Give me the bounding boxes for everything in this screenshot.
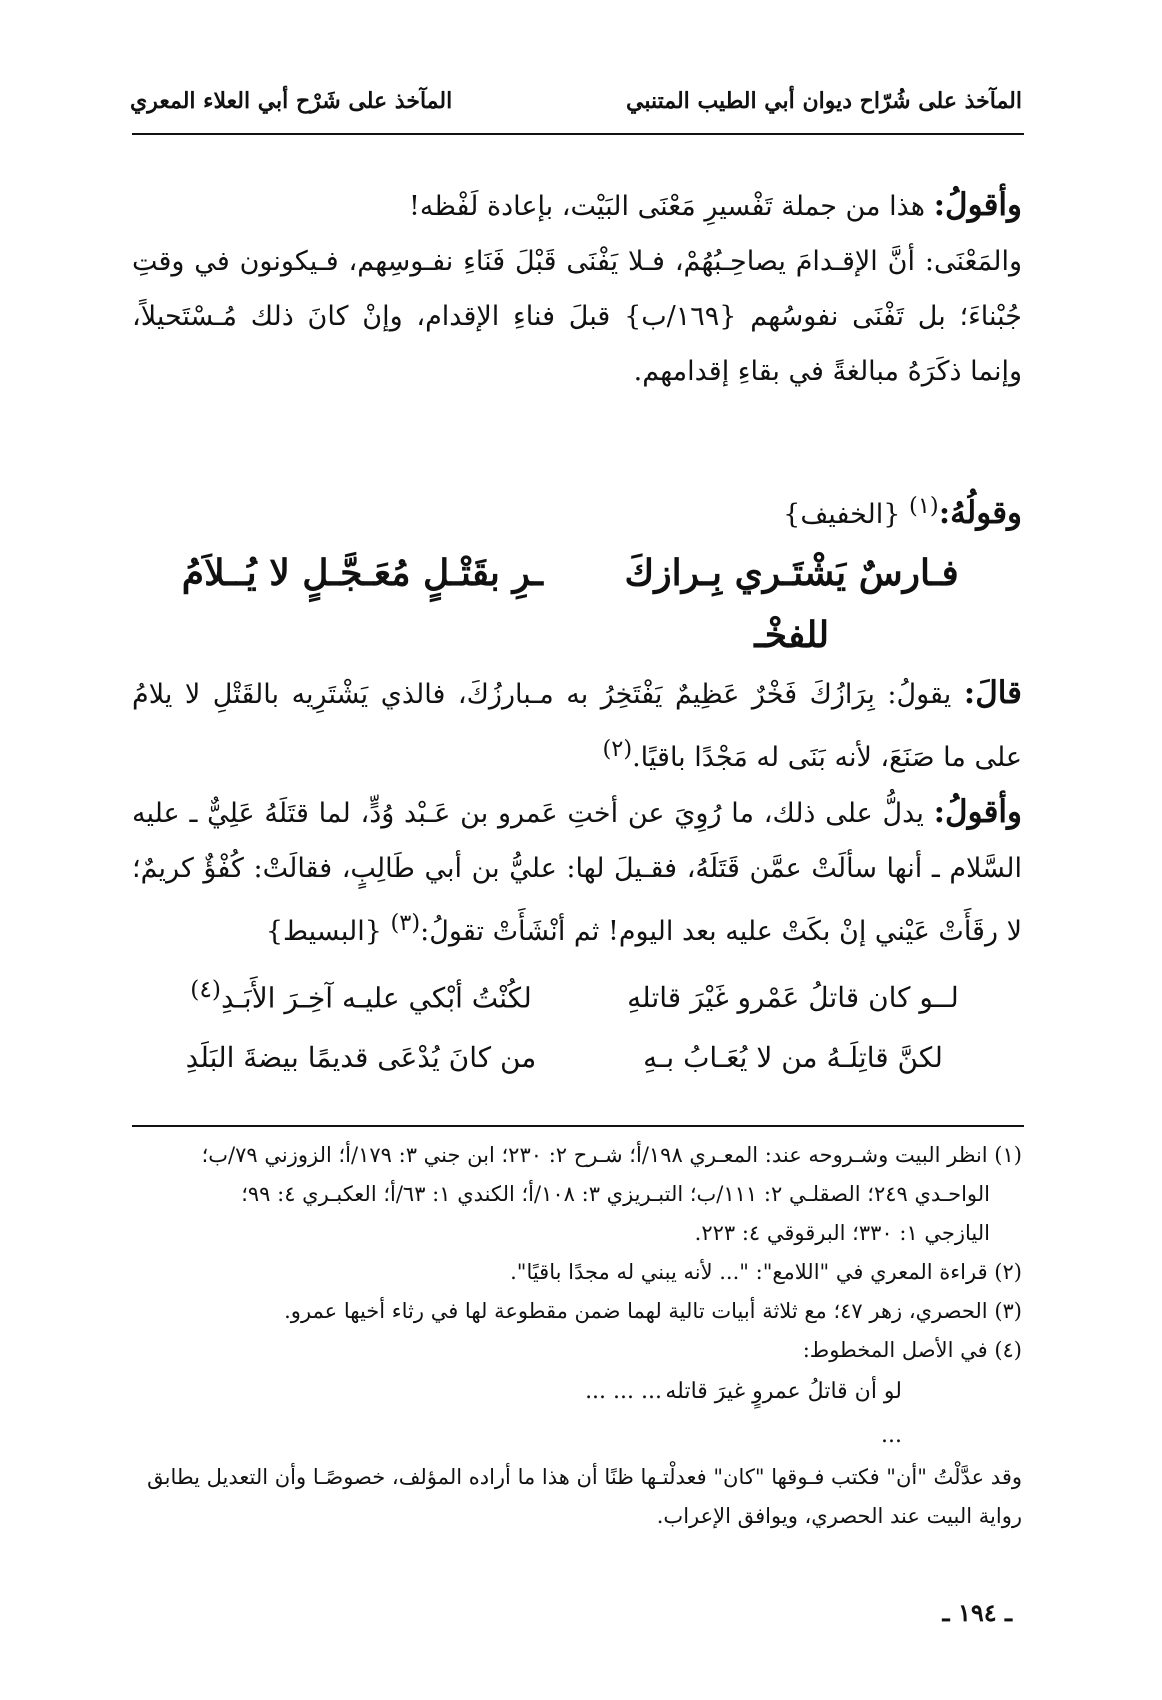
paragraph-3	[132, 666, 1022, 785]
footnote-4-verse-first: لو أن قاتلُ عمروٍ غيرَ قاتله ...	[665, 1379, 902, 1448]
footnote-2: (٢) قراءة المعري في "اللامع": "... لأنه يبني له مجدًا باقيًا".	[510, 1260, 1022, 1284]
verse-intro-lead: وقولُهُ:	[938, 495, 1022, 531]
paragraph-3-lead: قالَ:	[963, 675, 1022, 711]
footnote-1-line-2: الواحـدي ٢٤٩؛ الصقلـي ٢: ١١١/ب؛ التبـريزي ٣: ١٠٨/أ؛ الكندي ١: ٦٣/أ؛ العكبـري ٤: ٩٩؛	[241, 1182, 990, 1206]
paragraph-3-text: يقولُ: بِرَازُكَ فَخْرٌ عَظِيمٌ يَفْتَخِرُ به مـبارزُكَ، فالذي يَشْتَرِيه بالقَتْلِ لا يلامُ على ما صَنَعَ، لأنه بَنَى له مَجْدًا باقيًا.	[132, 679, 1022, 773]
verse-first-hemistich: فـارسٌ يَشْتَـري بِـرازكَ للفخْـ	[624, 552, 959, 656]
footnotes	[132, 1136, 1022, 1536]
verse-second-hemistich: ـرِ بقَتْـلٍ مُعَـجَّـلٍ لا يُــلاَمُ	[181, 552, 543, 594]
paragraph-2: والمَعْنَى: أنَّ الإقـدامَ يصاحِـبُهُمْ، فـلا يَفْنَى قَبْلَ فَنَاءِ نفـوسِهم، فـيكونون في وقتِ جُبْناءَ؛ بل تَفْنَى نفوسُهم {١٦٩/ب} قبلَ فناءِ الإقدام، وإنْ كانَ ذلك مُـسْتَحيلاً، وإنما ذكَرَهُ مبالغةً في بقاءِ إقدامهم.	[132, 246, 1022, 387]
section-gap	[132, 399, 1022, 479]
footnote-ref-3: (٣)	[390, 910, 421, 936]
poem-verse-main	[132, 542, 1022, 666]
paragraph-1	[132, 178, 1022, 234]
meter-name: {الخفيف}	[783, 499, 910, 530]
main-text	[132, 178, 1022, 1088]
verse-2-first-hemistich: لــو كان قاتلُ عَمْرو غَيْرَ قاتلهِ	[627, 981, 959, 1015]
footnote-rule	[132, 1125, 1024, 1127]
footnote-ref-2: (٢)	[602, 736, 633, 762]
footnote-1-line-3: اليازجي ١: ٣٣٠؛ البرقوقي ٤: ٢٢٣.	[694, 1221, 990, 1245]
poem-verse-2	[132, 959, 1022, 1028]
header-book-title: المآخذ على شُرّاح ديوان أبي الطيب المتنبي	[626, 88, 1022, 114]
footnote-ref-1: (١)	[909, 493, 939, 519]
paragraph-1-lead: وأقولُ:	[933, 187, 1022, 223]
footnote-4-verse-second: ... ... ...	[585, 1379, 662, 1404]
footnote-3: (٣) الحصري، زهر ٤٧؛ مع ثلاثة أبيات تالية لهما ضمن مقطوعة لها في رثاء أخيها عمرو.	[284, 1299, 1022, 1323]
header-rule	[132, 133, 1024, 135]
footnote-4-text-line-2: رواية البيت عند الحصري، ويوافق الإعراب.	[656, 1504, 1022, 1528]
paragraph-1-text: هذا من جملة تَفْسيرِ مَعْنَى البَيْت، بإعادة لَفْظه!	[409, 191, 934, 222]
verse-3-second-hemistich: من كانَ يُدْعَى قديمًا بيضةَ البَلَدِ	[185, 1041, 537, 1075]
paragraph-4-text: يدلُّ على ذلك، ما رُوِيَ عن أختِ عَمرو بن عَـبْد وُدٍّ، لما قتَلَهُ عَلِيٌّ ـ عليه السَّلام ـ أنها سألَتْ عمَّن قَتَلَهُ، فقـيلَ لها: عليُّ بن أبي طَالِبٍ، فقالَتْ: كُفْؤٌ كريمٌ؛ لا رقَأَتْ عَيْني إنْ بكَتْ عليه بعد اليوم! ثم أنْشَأَتْ تقولُ:	[132, 798, 1022, 947]
page-number: ـ ١٩٤ ـ	[942, 1598, 1012, 1627]
verse-2-second-hemistich-wrap	[177, 959, 545, 1028]
footnote-1-line-1: (١) انظر البيت وشـروحه عند: المعـري ١٩٨/أ؛ شـرح ٢: ٢٣٠؛ ابن جني ٣: ١٧٩/أ؛ الزوزني ٧٩/ب؛	[201, 1143, 1022, 1167]
meter-name-2: {البسيط}	[265, 916, 391, 947]
footnote-ref-4: (٤)	[190, 975, 221, 1003]
verse-2-second-hemistich: لكُنْتُ أبْكي عليـه آخِـرَ الأَبَـدِ	[221, 981, 532, 1015]
verse-3-first-hemistich: لكنَّ قاتِلَـهُ من لا يُعَـابُ بـهِ	[643, 1041, 943, 1075]
running-header	[130, 88, 1022, 124]
poem-verse-3	[132, 1028, 1022, 1088]
footnote-4-verse	[132, 1370, 1022, 1458]
footnote-4: (٤) في الأصل المخطوط:	[802, 1338, 1022, 1362]
verse-intro	[132, 479, 1022, 542]
paragraph-4-lead: وأقولُ:	[933, 794, 1022, 830]
header-section-title: المآخذ على شَرْح أبي العلاء المعري	[130, 88, 453, 114]
paragraph-4	[132, 785, 1022, 959]
footnote-4-text-line-1: وقد عدَّلْتُ "أن" فكتب فـوقها "كان" فعدلْتـها ظنًا أن هذا ما أراده المؤلف، خصوصًـا وأن التعديل يطابق	[147, 1465, 1022, 1489]
